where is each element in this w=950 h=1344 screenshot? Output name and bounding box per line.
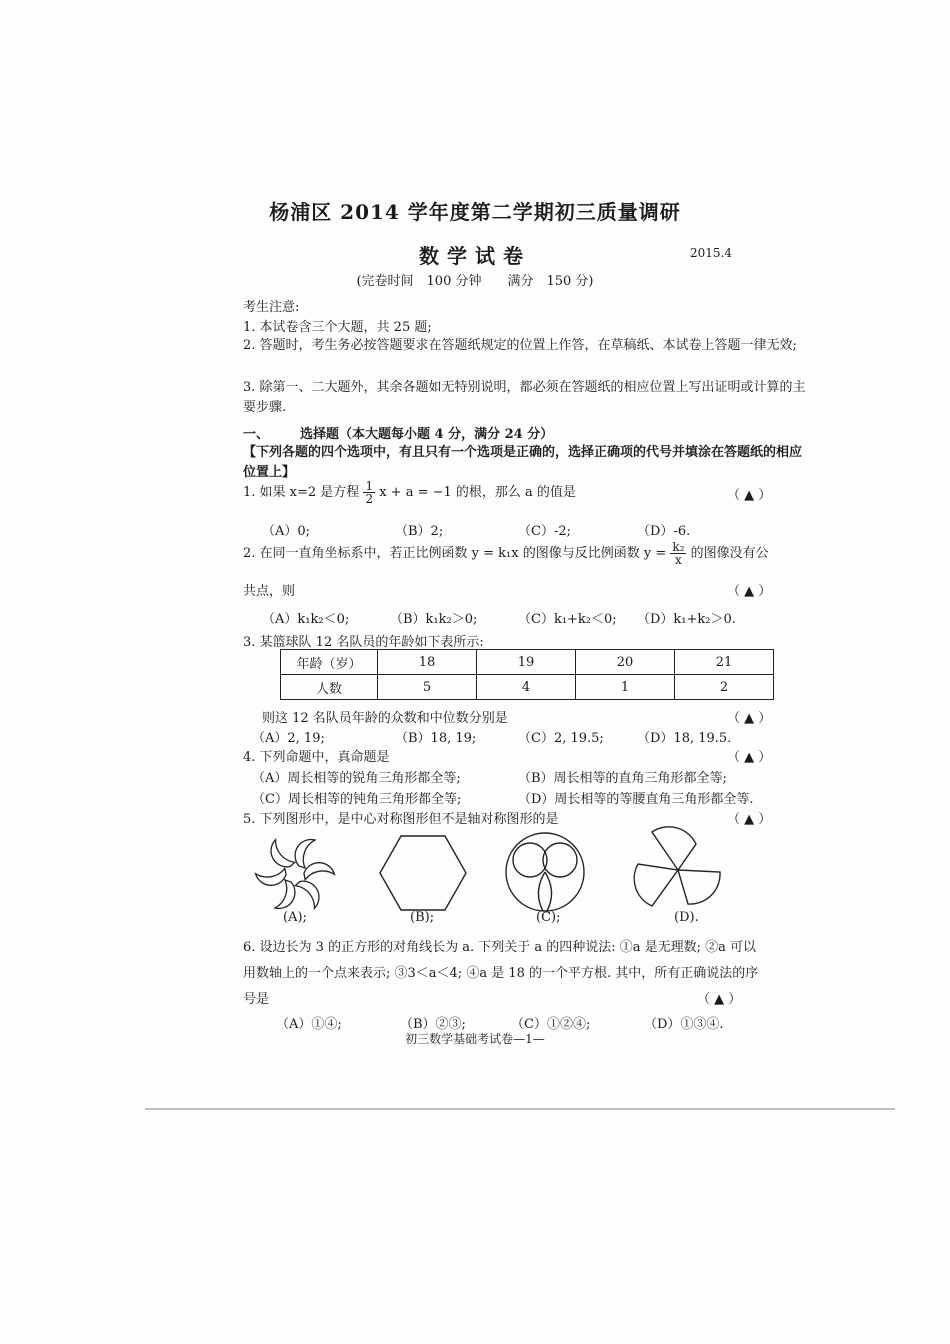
q1-frac-den: 2	[365, 492, 374, 506]
q2-fraction	[670, 541, 686, 566]
exam-title: 杨浦区 2014 学年度第二学期初三质量调研	[269, 200, 681, 224]
q4-answer-mark: （ ▲ ）	[727, 750, 772, 765]
q6-option-d: （D）①③④.	[644, 1017, 724, 1032]
table-cell: 19	[477, 650, 576, 675]
table-cell: 2	[675, 675, 774, 700]
q5-stem: 5. 下列图形中，是中心对称图形但不是轴对称图形的是	[243, 812, 559, 827]
table-cell: 5	[378, 675, 477, 700]
q1-answer-mark: （ ▲ ）	[727, 488, 772, 503]
q1-option-a: （A）0;	[262, 524, 311, 539]
table-cell: 21	[675, 650, 774, 675]
q1-option-c: （C）-2;	[518, 524, 571, 539]
q2-stem	[243, 538, 769, 570]
q2-answer-mark: （ ▲ ）	[727, 584, 772, 599]
q4-option-b: （B）周长相等的直角三角形都全等;	[518, 771, 727, 786]
q1-frac-num: 1	[365, 479, 374, 493]
q2-option-c: （C）k₁+k₂＜0;	[518, 612, 617, 627]
q3-question: 则这 12 名队员年龄的众数和中位数分别是	[262, 711, 508, 726]
q5-label-b: (B);	[410, 910, 435, 925]
q6-line-1: 6. 设边长为 3 的正方形的对角线长为 a. 下列关于 a 的四种说法: ①a 是无理数; ②a 可以	[243, 940, 757, 955]
q2-option-b: （B）k₁k₂＞0;	[390, 612, 478, 627]
q2-stem-post: 的图像没有公	[690, 546, 769, 561]
q5-answer-mark: （ ▲ ）	[727, 812, 772, 827]
q2-option-d: （D）k₁+k₂＞0.	[637, 612, 736, 627]
notice-label: 考生注意:	[243, 300, 300, 315]
section1-number: 一、	[243, 427, 270, 442]
page-bottom-edge	[145, 1108, 895, 1110]
figure-a-pinwheel	[250, 834, 340, 914]
q3-option-d: （D）18, 19.5.	[637, 731, 732, 746]
q4-stem: 4. 下列命题中，真命题是	[243, 750, 390, 765]
q2-option-a: （A）k₁k₂＜0;	[262, 612, 350, 627]
q4-option-c: （C）周长相等的钝角三角形都全等;	[252, 792, 462, 807]
q2-stem-pre: 2. 在同一直角坐标系中，若正比例函数 y = k₁x 的图像与反比例函数 y =	[243, 546, 667, 561]
q6-option-b: （B）②③;	[400, 1017, 466, 1032]
figure-d-three-petal	[632, 826, 724, 912]
table-cell: 1	[576, 675, 675, 700]
table-row	[281, 650, 774, 675]
table-cell: 人数	[281, 675, 378, 700]
q6-line-3: 号是	[243, 992, 270, 1007]
q5-label-c: (C);	[536, 910, 561, 925]
q6-option-a: （A）①④;	[276, 1017, 342, 1032]
exam-date: 2015.4	[690, 246, 732, 260]
q1-fraction	[363, 480, 375, 505]
q2-frac-den: x	[675, 553, 682, 567]
q6-option-c: （C）①②④;	[511, 1017, 591, 1032]
age-table	[280, 649, 774, 700]
q5-label-a: (A);	[283, 910, 307, 925]
table-cell: 18	[378, 650, 477, 675]
q3-option-a: （A）2, 19;	[252, 731, 325, 746]
q1-stem	[243, 478, 576, 508]
q3-option-b: （B）18, 19;	[395, 731, 477, 746]
q1-stem-post: x + a = −1 的根，那么 a 的值是	[379, 485, 576, 500]
exam-subtitle: 数学试卷	[419, 244, 531, 268]
q1-stem-pre: 1. 如果 x=2 是方程	[243, 485, 360, 500]
q1-option-d: （D）-6.	[637, 524, 691, 539]
q3-stem: 3. 某篮球队 12 名队员的年龄如下表所示:	[243, 635, 484, 650]
q6-answer-mark: （ ▲ ）	[697, 992, 742, 1007]
q2-frac-num: k₂	[672, 540, 685, 554]
table-row	[281, 675, 774, 700]
figure-b-hexagon	[378, 834, 468, 912]
q3-option-c: （C）2, 19.5;	[518, 731, 604, 746]
q4-option-a: （A）周长相等的锐角三角形都全等;	[252, 771, 461, 786]
notice-item-1: 1. 本试卷含三个大题，共 25 题;	[243, 320, 432, 335]
notice-item-2: 2. 答题时，考生务必按答题要求在答题纸规定的位置上作答，在草稿纸、本试卷上答题一律无效;	[243, 338, 797, 353]
table-cell: 20	[576, 650, 675, 675]
q2-stem-line2: 共点，则	[243, 584, 296, 599]
page-footer: 初三数学基础考试卷—1—	[405, 1032, 545, 1046]
section1-instruction: 【下列各题的四个选项中，有且只有一个选项是正确的，选择正确项的代号并填涂在答题纸的相应位置上】	[243, 445, 803, 480]
q6-line-2: 用数轴上的一个点来表示; ③3＜a＜4; ④a 是 18 的一个平方根. 其中，所有正确说法的序	[243, 966, 759, 981]
table-cell: 4	[477, 675, 576, 700]
figure-c-circle-arcs	[503, 830, 587, 914]
q4-option-d: （D）周长相等的等腰直角三角形都全等.	[518, 792, 754, 807]
q3-answer-mark: （ ▲ ）	[727, 711, 772, 726]
exam-duration: (完卷时间 100 分钟 满分 150 分)	[356, 274, 594, 289]
table-cell: 年龄（岁）	[281, 650, 378, 675]
q5-label-d: (D).	[674, 910, 699, 925]
q1-option-b: （B）2;	[395, 524, 444, 539]
section1-heading: 选择题（本大题每小题 4 分，满分 24 分）	[300, 427, 554, 442]
notice-item-3: 3. 除第一、二大题外，其余各题如无特别说明，都必须在答题纸的相应位置上写出证明或计算的主要步骤.	[243, 380, 806, 415]
